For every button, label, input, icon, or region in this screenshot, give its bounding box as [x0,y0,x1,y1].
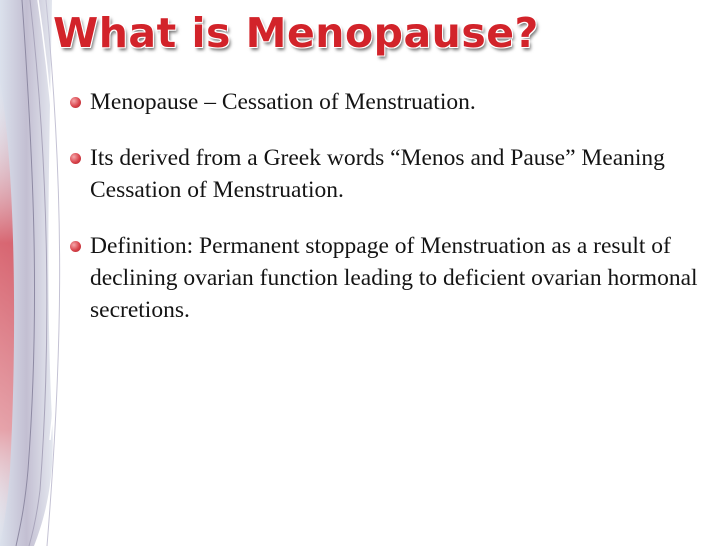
bullet-text: Definition: Permanent stoppage of Menstruation as a result of declining ovarian function leading to deficient ovarian hormonal secretions. [90,233,698,323]
round-bullet-icon [70,97,81,108]
bullet-item [70,86,710,118]
bullet-text: Its derived from a Greek words “Menos and Pause” Meaning Cessation of Menstruation. [90,145,665,203]
bullet-item [70,142,710,206]
slide-title: What is Menopause? [53,9,539,57]
round-bullet-icon [70,153,81,164]
bullet-item [70,230,710,326]
bullet-list [70,86,710,350]
bullet-text: Menopause – Cessation of Menstruation. [90,89,476,115]
round-bullet-icon [70,241,81,252]
